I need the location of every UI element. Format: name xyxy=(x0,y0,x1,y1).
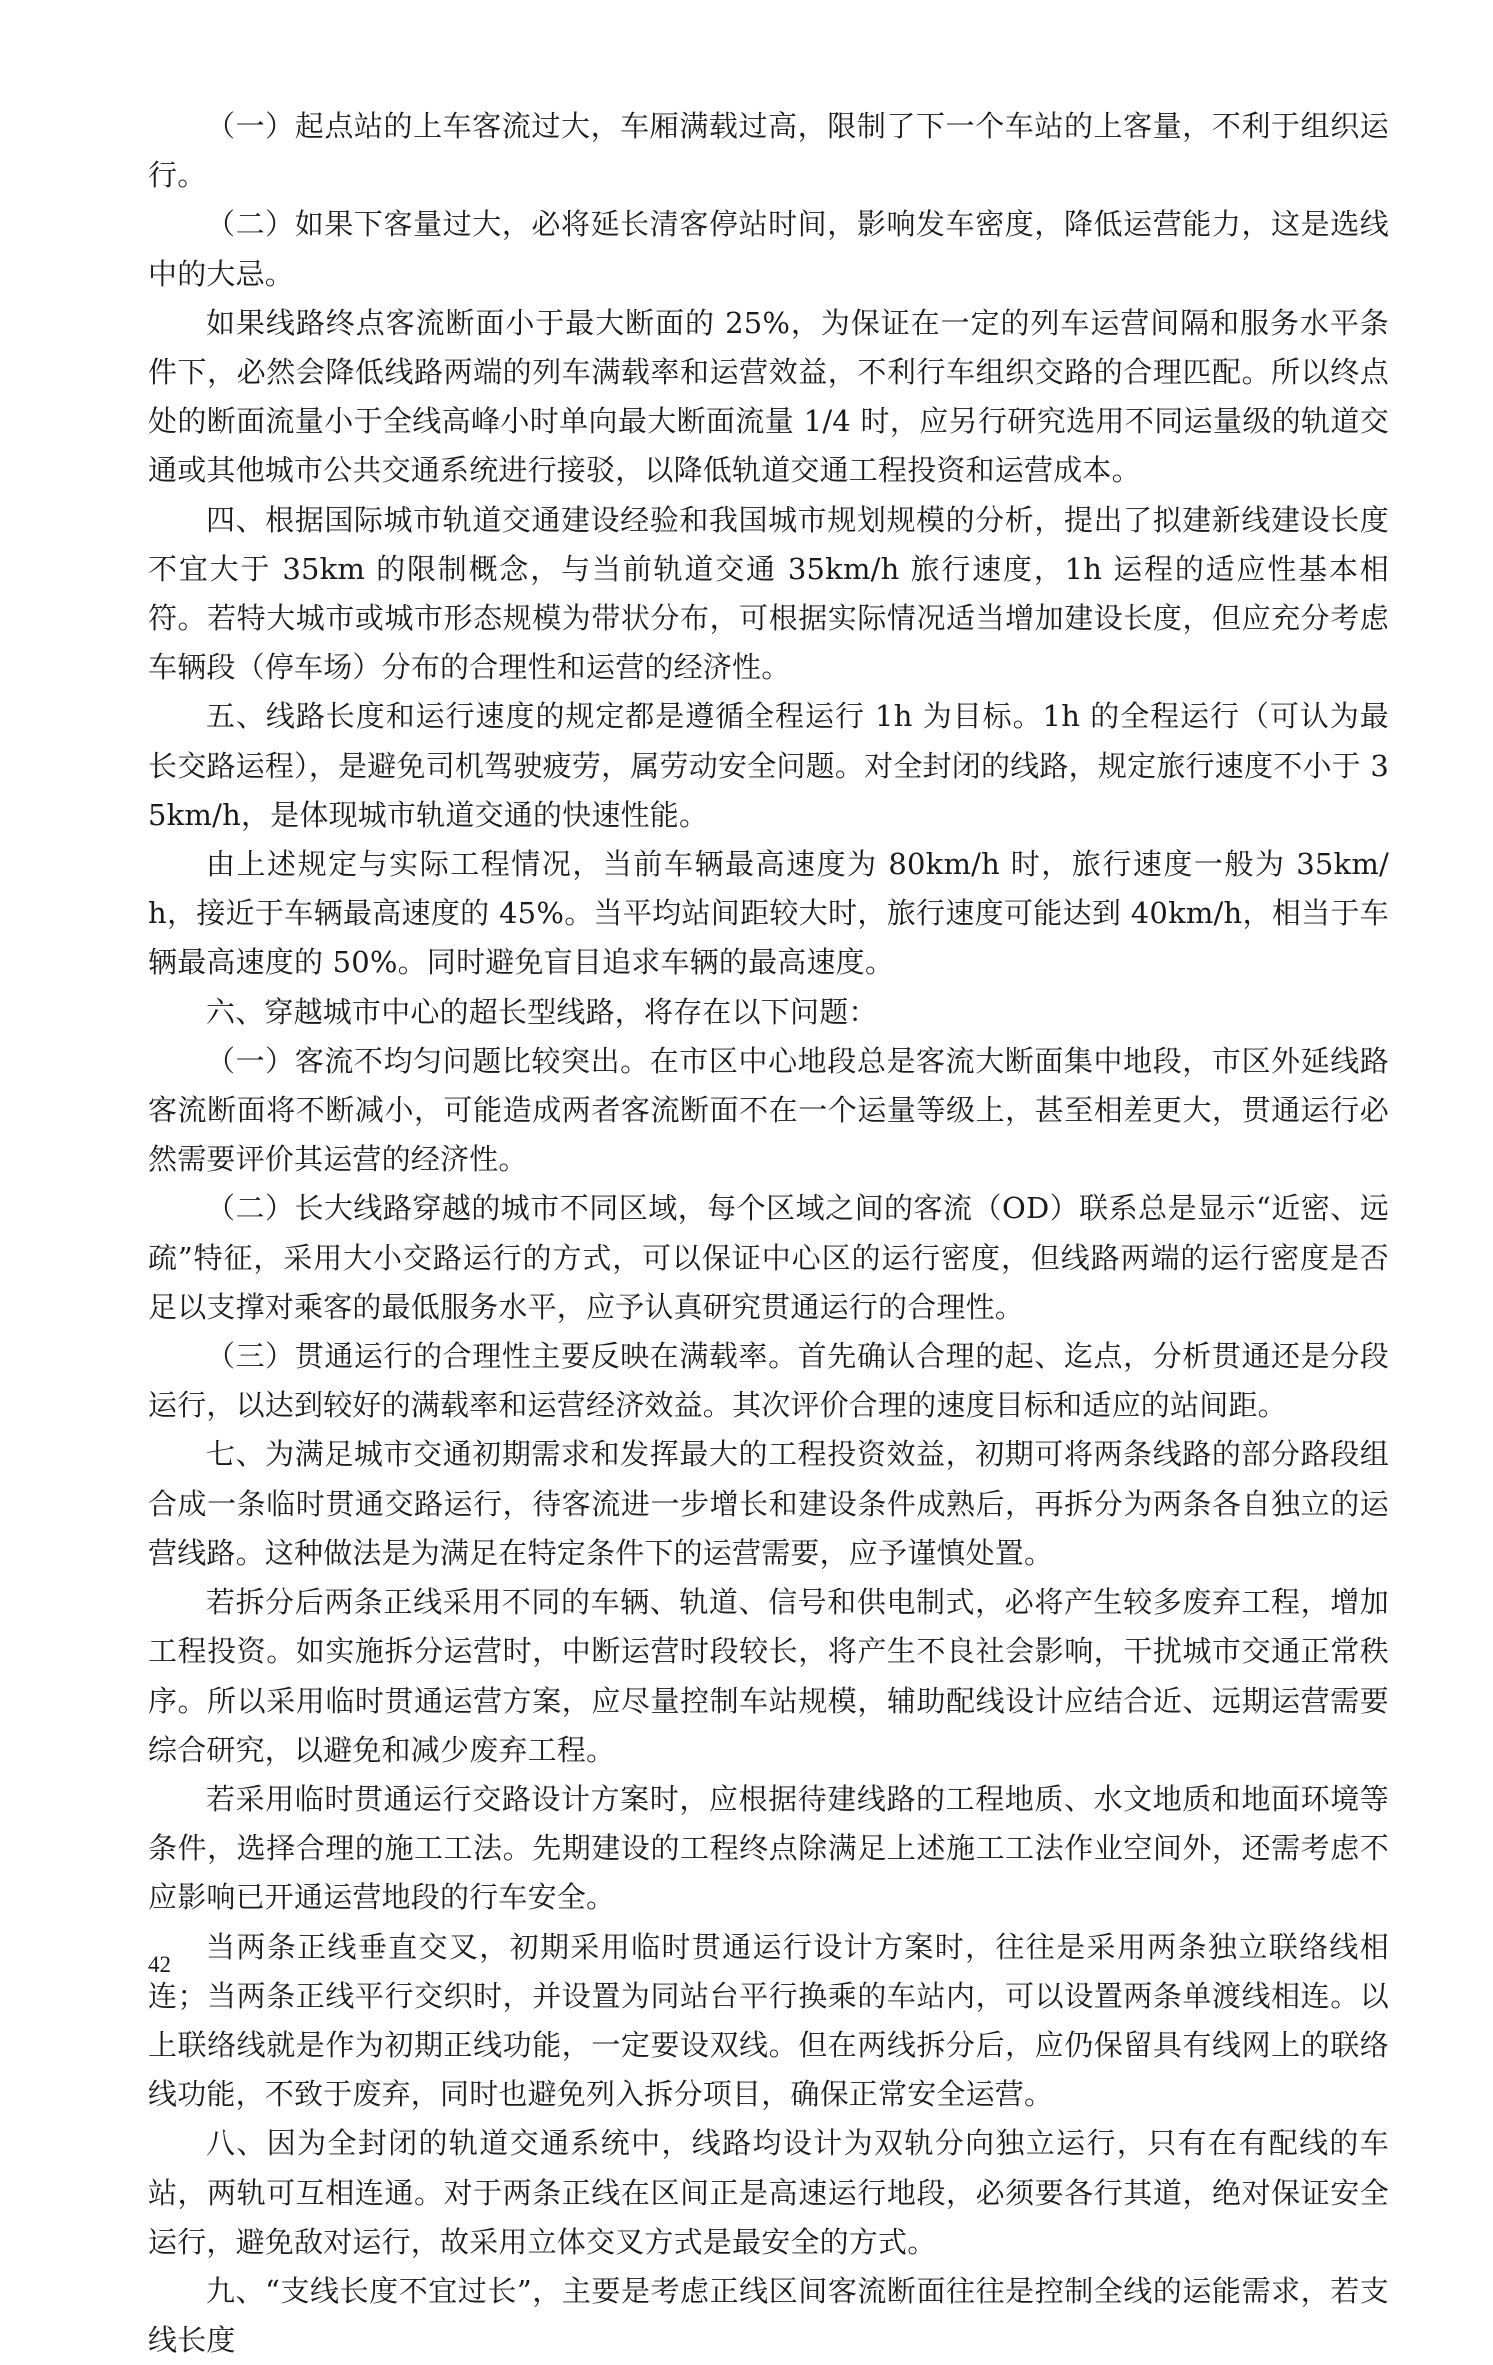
paragraph-item-four: 四、根据国际城市轨道交通建设经验和我国城市规划规模的分析，提出了拟建新线建设长度不宜大于 35km 的限制概念，与当前轨道交通 35km/h 旅行速度，1h 运程的适应性基本相符。若特大城市或城市形态规模为带状分布，可根据实际情况适当增加建设长度，但应充分考虑车辆段（停车场）分布的合理性和运营的经济性。 xyxy=(148,502,1389,685)
paragraph-item-seven: 七、为满足城市交通初期需求和发挥最大的工程投资效益，初期可将两条线路的部分路段组合成一条临时贯通交路运行，待客流进一步增长和建设条件成熟后，再拆分为两条各自独立的运营线路。这种做法是为满足在特定条件下的运营需要，应予谨慎处置。 xyxy=(148,1437,1389,1570)
paragraph-alighting-volume: （二）如果下客量过大，必将延长清客停站时间，影响发车密度，降低运营能力，这是选线中的大忌。 xyxy=(148,207,1389,291)
body-text xyxy=(148,102,1389,2365)
paragraph-connection-line: 当两条正线垂直交叉，初期采用临时贯通运行设计方案时，往往是采用两条独立联络线相连；当两条正线平行交织时，并设置为同站台平行换乘的车站内，可以设置两条单渡线相连。以上联络线就是作为初期正线功能，一定要设双线。但在两线拆分后，应仍保留具有线网上的联络线功能，不致于废弃，同时也避免列入拆分项目，确保正常安全运营。 xyxy=(148,1929,1389,2112)
paragraph-construction-method: 若采用临时贯通运行交路设计方案时，应根据待建线路的工程地质、水文地质和地面环境等条件，选择合理的施工工法。先期建设的工程终点除满足上述施工工法作业空间外，还需考虑不应影响已开通运营地段的行车安全。 xyxy=(148,1781,1389,1915)
paragraph-item-eight: 八、因为全封闭的轨道交通系统中，线路均设计为双轨分向独立运行，只有在有配线的车站，两轨可互相连通。对于两条正线在区间正是高速运行地段，必须要各行其道，绝对保证安全运行，避免敌对运行，故采用立体交叉方式是最安全的方式。 xyxy=(148,2126,1389,2259)
paragraph-item-nine: 九、“支线长度不宜过长”，主要是考虑正线区间客流断面往往是控制全线的运能需求，若支线长度 xyxy=(148,2273,1389,2358)
paragraph-six-two: （二）长大线路穿越的城市不同区域，每个区域之间的客流（OD）联系总是显示“近密、远疏”特征，采用大小交路运行的方式，可以保证中心区的运行密度，但线路两端的运行密度是否足以支撑对乘客的最低服务水平，应予认真研究贯通运行的合理性。 xyxy=(148,1191,1389,1324)
paragraph-six-one: （一）客流不均匀问题比较突出。在市区中心地段总是客流大断面集中地段，市区外延线路客流断面将不断减小，可能造成两者客流断面不在一个运量等级上，甚至相差更大，贯通运行必然需要评价其运营的经济性。 xyxy=(148,1043,1389,1177)
paragraph-item-five: 五、线路长度和运行速度的规定都是遵循全程运行 1h 为目标。1h 的全程运行（可认为最长交路运程），是避免司机驾驶疲劳，属劳动安全问题。对全封闭的线路，规定旅行速度不小于 35km/h，是体现城市轨道交通的快速性能。 xyxy=(148,699,1389,832)
paragraph-terminal-section: 如果线路终点客流断面小于最大断面的 25%，为保证在一定的列车运营间隔和服务水平条件下，必然会降低线路两端的列车满载率和运营效益，不利行车组织交路的合理匹配。所以终点处的断面流量小于全线高峰小时单向最大断面流量 1/4 时，应另行研究选用不同运量级的轨道交通或其他城市公共交通系统进行接驳，以降低轨道交通工程投资和运营成本。 xyxy=(148,305,1389,488)
paragraph-item-six: 六、穿越城市中心的超长型线路，将存在以下问题： xyxy=(206,994,878,1029)
paragraph-split-operation: 若拆分后两条正线采用不同的车辆、轨道、信号和供电制式，必将产生较多废弃工程，增加工程投资。如实施拆分运营时，中断运营时段较长，将产生不良社会影响，干扰城市交通正常秩序。所以采用临时贯通运营方案，应尽量控制车站规模，辅助配线设计应结合近、远期运营需要综合研究，以避免和减少废弃工程。 xyxy=(148,1585,1389,1767)
paragraph-six-three: （三）贯通运行的合理性主要反映在满载率。首先确认合理的起、迄点，分析贯通还是分段运行，以达到较好的满载率和运营经济效益。其次评价合理的速度目标和适应的站间距。 xyxy=(148,1339,1389,1423)
page-number: 42 xyxy=(148,1952,171,1977)
paragraph-origin-boarding: （一）起点站的上车客流过大，车厢满载过高，限制了下一个车站的上客量，不利于组织运行。 xyxy=(148,109,1389,193)
paragraph-speed-note: 由上述规定与实际工程情况，当前车辆最高速度为 80km/h 时，旅行速度一般为 35km/h，接近于车辆最高速度的 45%。当平均站间距较大时，旅行速度可能达到 40km/h，相当于车辆最高速度的 50%。同时避免盲目追求车辆的最高速度。 xyxy=(148,847,1389,980)
